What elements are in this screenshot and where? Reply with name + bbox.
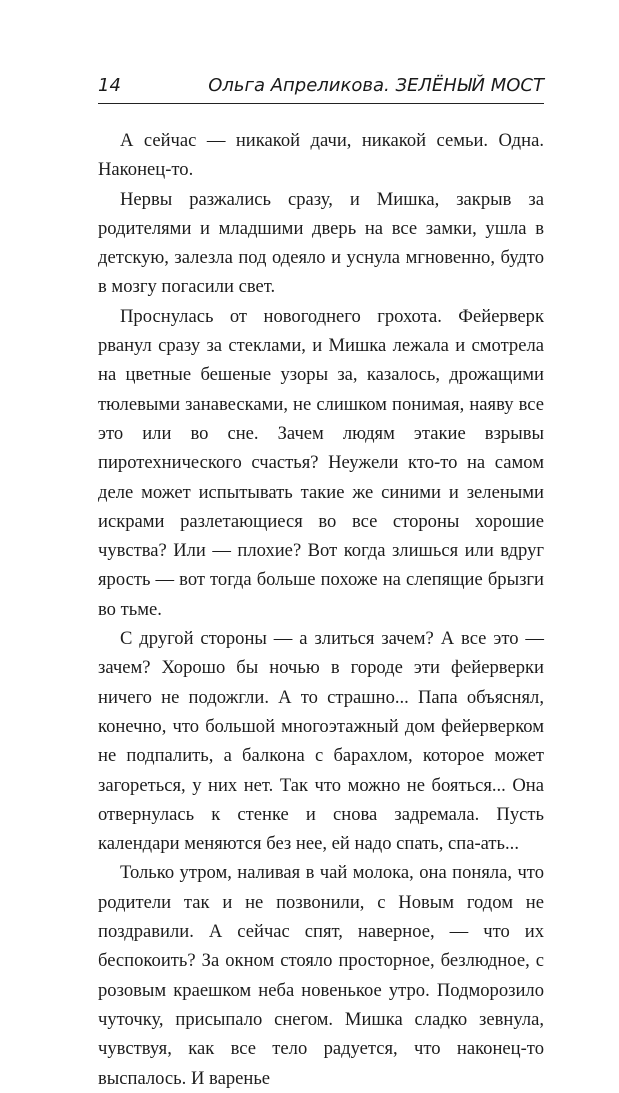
body-text bbox=[98, 126, 544, 1093]
paragraph: А сейчас — никакой дачи, никакой семьи. Одна. Наконец-то. bbox=[98, 130, 544, 181]
paragraph: Проснулась от новогоднего грохота. Фейерверк рванул сразу за стеклами, и Мишка лежала и смотрела на цветные бешеные узоры за, казалось, дрожащими тюлевыми занавесками, не слишком понимая, наяву все это или во сне. Зачем людям этакие взрывы пиротехнического счастья? Неужели кто-то на самом деле может испытывать такие же синими и зелеными искрами разлетающиеся во все стороны хорошие чувства? Или — плохие? Вот когда злишься или вдруг ярость — вот тогда больше похоже на слепящие брызги во тьме. bbox=[98, 305, 544, 620]
page-number: 14 bbox=[98, 75, 121, 96]
paragraph: Нервы разжались сразу, и Мишка, закрыв за родителями и младшими дверь на все замки, ушла в детскую, залезла под одеяло и уснула мгновенно, будто в мозгу погасили свет. bbox=[98, 188, 544, 298]
paragraph: С другой стороны — а злиться зачем? А все это — зачем? Хорошо бы ночью в городе эти фейерверки ничего не подожгли. А то страшно... Папа объяснял, конечно, что большой многоэтажный дом фейерверком не подпалить, а балкона с барахлом, которое может загореться, у них нет. Так что можно не бояться... Она отвернулась к стенке и снова задремала. Пусть календари меняются без нее, ей надо спать, спа-ать... bbox=[98, 628, 544, 855]
header-divider bbox=[98, 103, 544, 104]
paragraph: Только утром, наливая в чай молока, она поняла, что родители так и не позвонили, с Новым годом не поздравили. А сейчас спят, наверное, — что их беспокоить? За окном стояло просторное, безлюдное, с розовым краешком неба новенькое утро. Подморозило чуточку, присыпало снегом. Мишка сладко зевнула, чувствуя, как все тело радуется, что наконец-то выспалось. И варенье bbox=[98, 862, 544, 1089]
page-header bbox=[98, 74, 544, 104]
running-title: Ольга Апреликова. ЗЕЛЁНЫЙ МОСТ bbox=[208, 75, 544, 96]
